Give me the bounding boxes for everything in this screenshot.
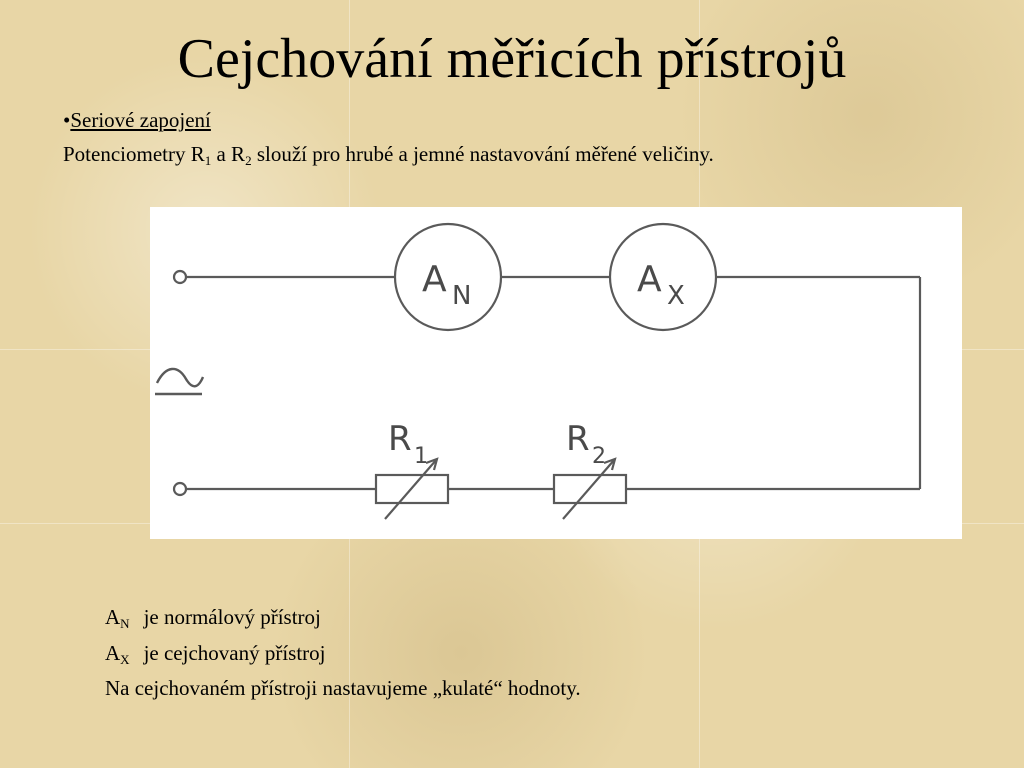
legend-note: Na cejchovaném přístroji nastavujeme „kulaté“ hodnoty. <box>105 676 581 700</box>
bullet-item <box>63 107 211 133</box>
terminal-bottom <box>174 483 186 495</box>
description <box>63 141 714 167</box>
subscript: 1 <box>204 153 212 168</box>
ammeter-calibrated-letter: A <box>637 259 662 300</box>
legend-item <box>105 640 326 666</box>
legend-text: je cejchovaný přístroj <box>143 641 326 665</box>
ammeter-calibrated-subscript: X <box>667 281 685 311</box>
ammeter-normal-circle <box>395 224 501 330</box>
subscript: 2 <box>245 153 252 168</box>
resistor-1-letter: R <box>388 419 412 459</box>
description-part: a R <box>211 142 246 166</box>
legend-subscript: N <box>120 616 130 631</box>
slide-title: Cejchování měřicích přístrojů <box>177 28 847 90</box>
ammeter-normal-subscript: N <box>452 281 472 311</box>
legend-symbol: A <box>105 641 121 665</box>
description-part: slouží pro hrubé a jemné nastavování měřené veličiny. <box>251 142 714 166</box>
terminal-top <box>174 271 186 283</box>
ammeter-calibrated-circle <box>610 224 716 330</box>
legend-item <box>105 604 321 630</box>
ammeter-normal-letter: A <box>422 259 447 300</box>
legend-symbol: A <box>105 605 121 629</box>
legend-subscript: X <box>120 652 130 667</box>
description-part: Potenciometry R <box>63 142 205 166</box>
circuit-diagram <box>150 207 962 539</box>
bullet-mark: • <box>63 108 71 132</box>
ac-source-icon <box>157 369 203 386</box>
resistor-2-subscript: 2 <box>592 444 606 469</box>
legend-text: je normálový přístroj <box>143 605 321 629</box>
circuit-svg <box>150 207 962 539</box>
bullet-text: Seriové zapojení <box>70 108 211 132</box>
resistor-1-subscript: 1 <box>414 444 428 469</box>
resistor-2-letter: R <box>566 419 590 459</box>
